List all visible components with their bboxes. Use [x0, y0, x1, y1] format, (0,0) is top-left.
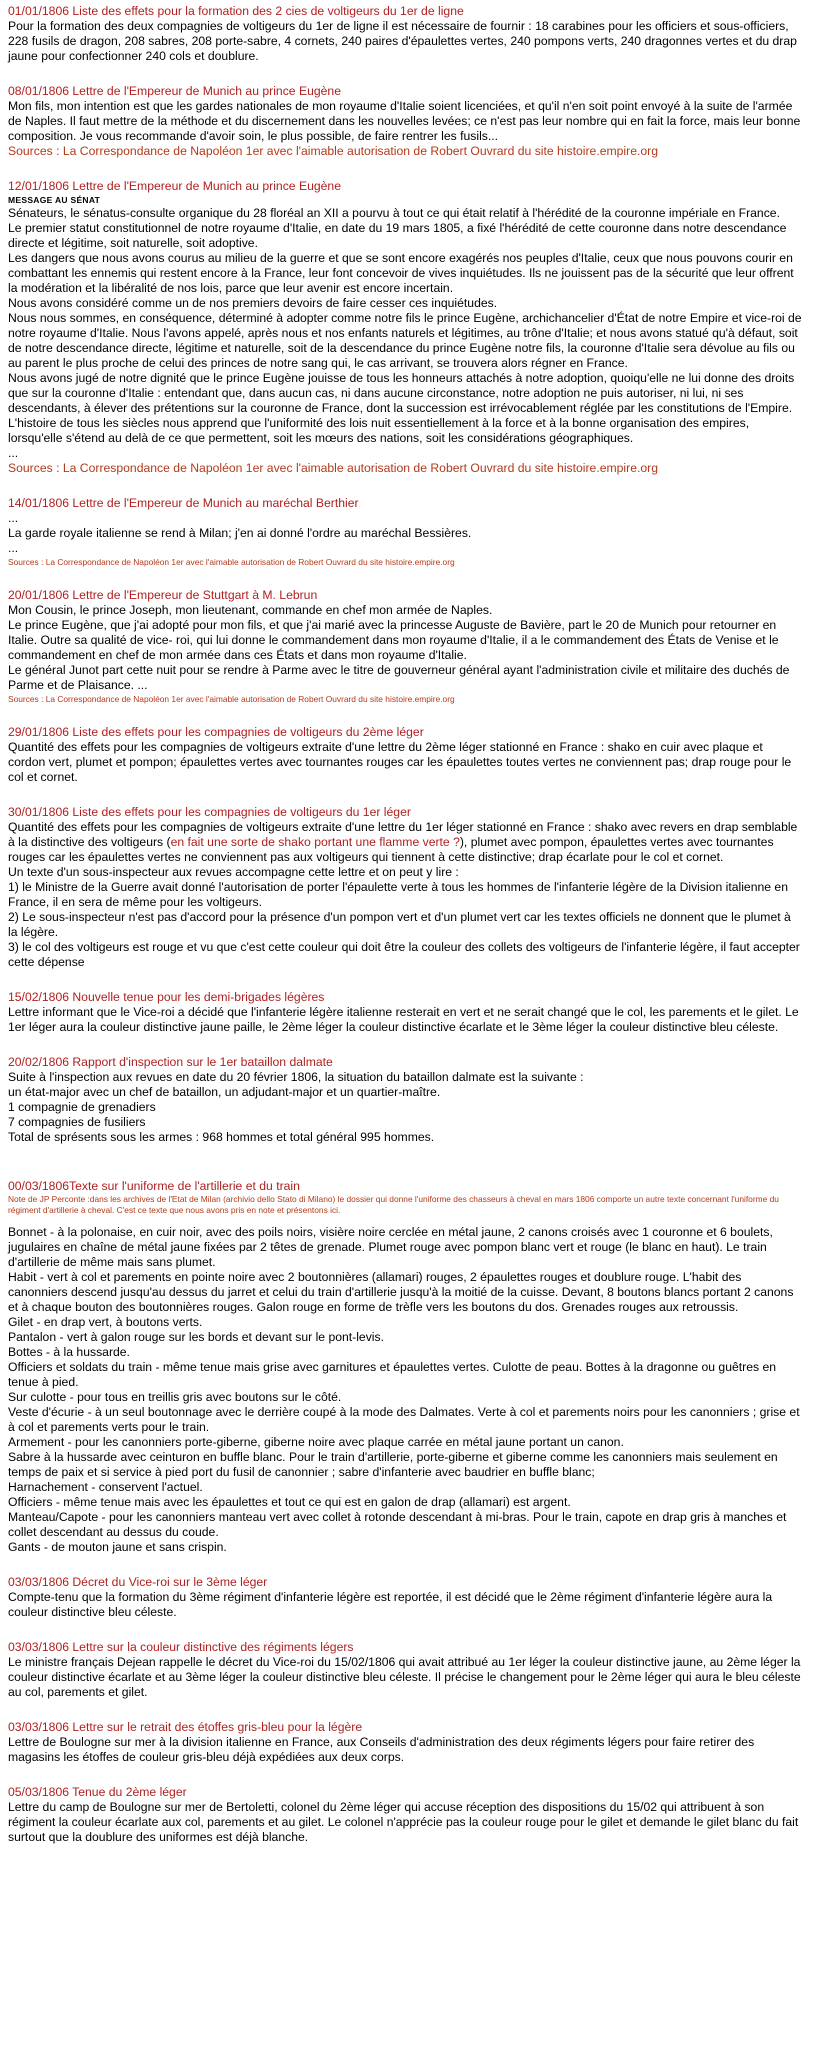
entry-text: Lettre du camp de Boulogne sur mer de Bertoletti, colonel du 2ème léger qui accuse réception des dispositions du 15/02 qui attribuent à son régiment la couleur écarlate aux col, parements et au gilet. Le colonel n'apprécie pas la couleur rouge pour le gilet et demande le gilet blanc du fait surtout que la doublure des uniformes est déjà blanche.: [8, 1800, 799, 1844]
entry-text: Pantalon - vert à galon rouge sur les bords et devant sur le pont-levis.: [8, 1330, 384, 1344]
entry-text: Quantité des effets pour les compagnies de voltigeurs extraite d'une lettre du 2ème léger stationné en France : shako en cuir avec plaque et cordon vert, plumet et pompon; épaulettes vertes avec tournantes rouges car les épaulettes toutes vertes ne conviennent pas; drap rouge pour le col et cornet.: [8, 740, 792, 784]
entry-text: Veste d'écurie - à un seul boutonnage avec le derrière coupé à la mode des Dalmates. Verte à col et parements noirs pour les canonniers ; grise et à col et parements verts pour le train.: [8, 1405, 800, 1434]
entry-text: Bonnet - à la polonaise, en cuir noir, avec des poils noirs, visière noire cerclée en métal jaune, 2 canons croisés avec 1 couronne et 6 boulets, jugulaires en chaîne de métal jaune fixées par 2 têtes de grenade. Plumet rouge avec pompon blanc vert et rouge (le blanc en haut). Le train d'artillerie de même mais sans plumet.: [8, 1225, 773, 1269]
entry-title: 03/03/1806 Lettre sur la couleur distinctive des régiments légers: [8, 1640, 354, 1654]
entry-1806-03-03-couleur: [8, 1640, 803, 1700]
entry-title: 03/03/1806 Décret du Vice-roi sur le 3ème léger: [8, 1575, 268, 1589]
entry-text: Manteau/Capote - pour les canonniers manteau vert avec collet à rotonde descendant à mi-bras. Pour le train, capote en drap gris à manches et collet descendant au dessus du coude.: [8, 1510, 787, 1539]
entry-1806-01-08: [8, 84, 803, 159]
entry-text: [8, 820, 803, 865]
entry-text: 2) Le sous-inspecteur n'est pas d'accord pour la présence d'un pompon vert et d'un plumet vert car les textes officiels ne donnent que le plumet à la légère.: [8, 910, 791, 939]
entry-text: Armement - pour les canonniers porte-giberne, giberne noire avec plaque carrée en métal jaune portant un canon.: [8, 1435, 624, 1449]
entry-title: 00/03/1806Texte sur l'uniforme de l'artillerie et du train: [8, 1179, 300, 1193]
entry-title: 29/01/1806 Liste des effets pour les compagnies de voltigeurs du 2ème léger: [8, 725, 424, 739]
entry-title: 05/03/1806 Tenue du 2ème léger: [8, 1785, 187, 1799]
entry-text: Le premier statut constitutionnel de notre royaume d'Italie, en date du 19 mars 1805, a fixé l'hérédité de cette couronne dans notre descendance directe et légitime, soit naturelle, soit adoptive.: [8, 221, 787, 250]
text-part: Quantité des effets pour les compagnies de voltigeurs extraite d'une lettre du 1er léger stationné en France : shako avec revers en drap semblable à la distinctive des voltigeurs (: [8, 820, 798, 849]
entry-text: Le prince Eugène, que j'ai adopté pour mon fils, et que j'ai marié avec la princesse Auguste de Bavière, part le 20 de Munich pour retourner en Italie. Outre sa qualité de vice- roi, qui lui donne le commandement dans mon royaume d'Italie, il a le commandement des États de Venise et le commandement en chef de mon armée dans ces États et dans mon royaume d'Italie.: [8, 618, 779, 662]
source-credit: Sources : La Correspondance de Napoléon 1er avec l'aimable autorisation de Robert Ouvrard du site histoire.empire.org: [8, 461, 658, 475]
entry-text: La garde royale italienne se rend à Milan; j'en ai donné l'ordre au maréchal Bessières.: [8, 526, 472, 540]
entry-text: Les dangers que nous avons courus au milieu de la guerre et que se sont encore exagérés nos peuples d'Italie, ceux que nous pouvons courir en combattant les ennemis qui restent encore à la France, leur font concevoir de vives inquiétudes. Ils ne jouissent pas de la sécurité que leur offrent la modération et la libéralité de nos lois, parce que leur avenir est encore incertain.: [8, 251, 794, 295]
entry-text: Compte-tenu que la formation du 3ème régiment d'infanterie légère est reportée, il est décidé que le 2ème régiment d'infanterie légère aura la couleur distinctive bleu céleste.: [8, 1590, 773, 1619]
entry-1806-01-30: [8, 805, 803, 970]
editor-remark: en fait une sorte de shako portant une flamme verte ?: [170, 835, 460, 849]
entry-text: Nous avons considéré comme un de nos premiers devoirs de faire cesser ces inquiétudes.: [8, 296, 498, 310]
entry-1806-03-05: [8, 1785, 803, 1845]
entry-text: Bottes - à la hussarde.: [8, 1345, 130, 1359]
source-credit: Sources : La Correspondance de Napoléon 1er avec l'aimable autorisation de Robert Ouvrard du site histoire.empire.org: [8, 557, 455, 567]
message-heading: MESSAGE AU SÉNAT: [8, 195, 101, 205]
entry-1806-01-01: [8, 4, 803, 64]
entry-text: Suite à l'inspection aux revues en date du 20 février 1806, la situation du bataillon dalmate est la suivante :: [8, 1070, 584, 1084]
entry-title: 14/01/1806 Lettre de l'Empereur de Munich au maréchal Berthier: [8, 496, 359, 510]
entry-1806-03-00: [8, 1179, 803, 1555]
entry-text: ...: [8, 511, 19, 525]
entry-title: 20/01/1806 Lettre de l'Empereur de Stuttgart à M. Lebrun: [8, 588, 318, 602]
entry-text: un état-major avec un chef de bataillon, un adjudant-major et un quartier-maître.: [8, 1085, 441, 1099]
entry-text: Harnachement - conservent l'actuel.: [8, 1480, 203, 1494]
editor-note: Note de JP Perconte :dans les archives de l'Etat de Milan (archivio dello Stato di Milano) le dossier qui donne l'uniforme des chasseurs à cheval en mars 1806 comporte un autre texte concernant l'uniforme du régiment d'artillerie à cheval. C'est ce texte que nous avons pris en note et présentons ici.: [8, 1194, 779, 1215]
spacer: [8, 1215, 803, 1225]
entry-text: Habit - vert à col et parements en pointe noire avec 2 boutonnières (allamari) rouges, 2 épaulettes rouges et doublure rouge. L'habit des canonniers descend jusqu'au dessus du jarret et celui du train d'artillerie jusqu'à la moitié de la cuisse. Devant, 8 boutons blancs portant 2 canons et à chaque bouton des boutonnières rouges. Galon rouge en forme de trèfle vers les boutons du dos. Grenades rouges aux retroussis.: [8, 1270, 794, 1314]
entry-text: Lettre de Boulogne sur mer à la division italienne en France, aux Conseils d'administration des deux régiments légers pour faire retirer des magasins les étoffes de couleur gris-bleu déjà expédiées aux deux corps.: [8, 1735, 755, 1764]
entry-text: Officiers - même tenue mais avec les épaulettes et tout ce qui est en galon de drap (allamari) est argent.: [8, 1495, 571, 1509]
entry-text: Le ministre français Dejean rappelle le décret du Vice-roi du 15/02/1806 qui avait attribué au 1er léger la couleur distinctive jaune, au 2ème léger la couleur distinctive écarlate et au 3ème léger la couleur distinctive bleu céleste. Il précise le changement pour le 2ème léger qui aura le bleu céleste au col, parements et gilet.: [8, 1655, 801, 1699]
chronology-page: [8, 4, 803, 1865]
entry-title: 12/01/1806 Lettre de l'Empereur de Munich au prince Eugène: [8, 179, 341, 193]
entry-text: ...: [8, 541, 19, 555]
entry-text: Gilet - en drap vert, à boutons verts.: [8, 1315, 203, 1329]
entry-text: Pour la formation des deux compagnies de voltigeurs du 1er de ligne il est nécessaire de fournir : 18 carabines pour les officiers et sous-officiers, 228 fusils de dragon, 208 sabres, 208 porte-sabre, 4 cornets, 240 paires d'épaulettes vertes, 240 pompons verts, 240 dragonnes vertes et du drap jaune pour confectionner 240 cols et doublure.: [8, 19, 797, 63]
entry-1806-01-14: [8, 496, 803, 568]
entry-1806-03-03-retrait: [8, 1720, 803, 1765]
entry-title: 15/02/1806 Nouvelle tenue pour les demi-brigades légères: [8, 990, 325, 1004]
entry-1806-03-03-decret: [8, 1575, 803, 1620]
entry-title: 30/01/1806 Liste des effets pour les compagnies de voltigeurs du 1er léger: [8, 805, 411, 819]
entry-text: Mon Cousin, le prince Joseph, mon lieutenant, commande en chef mon armée de Naples.: [8, 603, 493, 617]
entry-text: Nous avons jugé de notre dignité que le prince Eugène jouisse de tous les honneurs attachés à notre adoption, quoiqu'elle ne lui donne des droits que sur la couronne d'Italie : entendant que, dans aucun cas, ni dans aucune circonstance, notre adoption ne puis autoriser, ni lui, ni ses descendants, à élever des prétentions sur la couronne de France, dont la succession est irrévocablement réglée par les constitutions de l'Empire. L'histoire de tous les siècles nous apprend que l'uniformité des lois nuit essentiellement à la force et à la bonne organisation des empires, lorsqu'elle s'étend au delà de ce que permettent, soit les mœurs des nations, soit les considérations géographiques.: [8, 371, 795, 445]
entry-1806-01-20: [8, 588, 803, 705]
entry-text: Sur culotte - pour tous en treillis gris avec boutons sur le côté.: [8, 1390, 342, 1404]
entry-1806-01-12: [8, 179, 803, 476]
entry-text: Nous nous sommes, en conséquence, déterminé à adopter comme notre fils le prince Eugène, archichancelier d'État de notre Empire et vice-roi de notre royaume d'Italie. Nous l'avons appelé, après nous et nos enfants naturels et légitimes, au trône d'Italie; et nous avons statué qu'à défaut, soit de notre descendance directe, légitime et naturelle, soit de la descendance du prince Eugène notre fils, la couronne d'Italie sera dévolue au fils ou au parent le plus proche de celui des princes de notre sang qui, le cas arrivant, se trouvera alors régner en France.: [8, 311, 802, 370]
entry-title: 03/03/1806 Lettre sur le retrait des étoffes gris-bleu pour la légère: [8, 1720, 363, 1734]
entry-1806-02-20: [8, 1055, 803, 1145]
source-credit: Sources : La Correspondance de Napoléon 1er avec l'aimable autorisation de Robert Ouvrard du site histoire.empire.org: [8, 144, 658, 158]
entry-text: 7 compagnies de fusiliers: [8, 1115, 146, 1129]
entry-text: 3) le col des voltigeurs est rouge et vu que c'est cette couleur qui doit être la couleur des collets des voltigeurs de l'infanterie légère, il faut accepter cette dépense: [8, 940, 800, 969]
entry-text: Un texte d'un sous-inspecteur aux revues accompagne cette lettre et on peut y lire :: [8, 865, 459, 879]
source-credit: Sources : La Correspondance de Napoléon 1er avec l'aimable autorisation de Robert Ouvrard du site histoire.empire.org: [8, 694, 455, 704]
entry-title: 08/01/1806 Lettre de l'Empereur de Munich au prince Eugène: [8, 84, 341, 98]
entry-text: Gants - de mouton jaune et sans crispin.: [8, 1540, 227, 1554]
entry-text: Sénateurs, le sénatus-consulte organique du 28 floréal an XII a pourvu à tout ce qui était relatif à l'hérédité de la couronne impériale en France.: [8, 206, 780, 220]
entry-1806-02-15: [8, 990, 803, 1035]
entry-text: 1 compagnie de grenadiers: [8, 1100, 156, 1114]
entry-title: 01/01/1806 Liste des effets pour la formation des 2 cies de voltigeurs du 1er de ligne: [8, 4, 464, 18]
entry-text: Total de sprésents sous les armes : 968 hommes et total général 995 hommes.: [8, 1130, 435, 1144]
entry-text: Lettre informant que le Vice-roi a décidé que l'infanterie légère italienne resterait en vert et ne serait changé que le col, les parements et le gilet. Le 1er léger aura la couleur distinctive jaune paille, le 2ème léger la couleur distinctive écarlate et le 3ème léger la couleur distinctive bleu céleste.: [8, 1005, 799, 1034]
entry-text: ...: [8, 446, 19, 460]
text-part: ), plumet avec pompon, épaulettes vertes avec tournantes rouges car les épaulettes vertes ne conviennent pas aux voltigeurs qui tiennent à cette distinctive; drap écarlate pour le col et cornet.: [8, 835, 774, 864]
entry-text: Officiers et soldats du train - même tenue mais grise avec garnitures et épaulettes vertes. Culotte de peau. Bottes à la dragonne ou guêtres en tenue à pied.: [8, 1360, 777, 1389]
entry-1806-01-29: [8, 725, 803, 785]
entry-title: 20/02/1806 Rapport d'inspection sur le 1er bataillon dalmate: [8, 1055, 333, 1069]
entry-text: Sabre à la hussarde avec ceinturon en buffle blanc. Pour le train d'artillerie, porte-giberne et giberne comme les canonniers mais seulement en temps de paix et si service à pied port du fusil de canonnier ; sabre d'infanterie avec baudrier en buffle blanc;: [8, 1450, 778, 1479]
entry-text: Le général Junot part cette nuit pour se rendre à Parme avec le titre de gouverneur général ayant l'administration civile et militaire des duchés de Parme et de Plaisance. ...: [8, 663, 790, 692]
entry-text: 1) le Ministre de la Guerre avait donné l'autorisation de porter l'épaulette verte à tous les hommes de l'infanterie légère de la Division italienne en France, il en sera de même pour les voltigeurs.: [8, 880, 788, 909]
entry-text: Mon fils, mon intention est que les gardes nationales de mon royaume d'Italie soient licenciées, et qu'il n'en soit point envoyé à la suite de l'armée de Naples. Il faut mettre de la méthode et du discernement dans les nouvelles levées; ce n'est pas leur nombre qui en fait la force, mais leur bonne composition. Je vous recommande d'avoir soin, le plus possible, de faire rentrer les fusils...: [8, 99, 801, 143]
